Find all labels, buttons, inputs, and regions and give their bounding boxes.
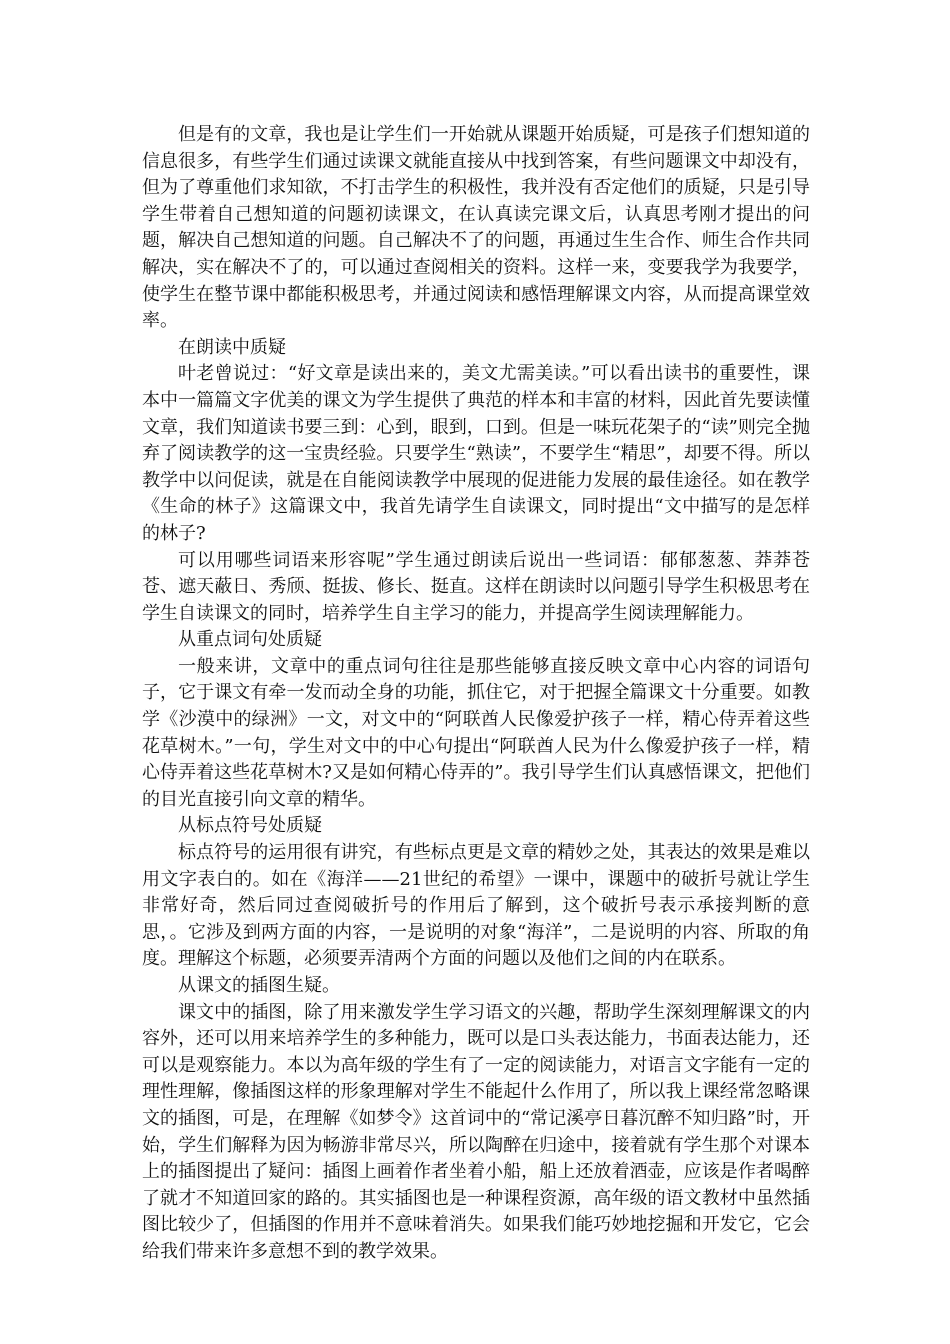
section-heading-reading: 在朗读中质疑	[178, 336, 286, 358]
paragraph-key-words: 一般来讲，文章中的重点词句往往是那些能够直接反映文章中心内容的词语句子，它于课文有牵一发而动全身的功能，抓住它，对于把握全篇课文十分重要。如教学《沙漠中的绿洲》一文，对文中的“阿联酋人民像爱护孩子一样，精心侍弄着这些花草树木。”一句，学生对文中的中心句提出“阿联酋人民为什么像爱护孩子一样，精心侍弄着这些花草树木?又是如何精心侍弄的”。我引导学生们认真感悟课文，把他们的目光直接引向文章的精华。	[142, 655, 810, 810]
section-heading-illustrations: 从课文的插图生疑。	[178, 975, 340, 996]
section-heading-punctuation: 从标点符号处质疑	[178, 815, 322, 837]
paragraph-intro: 但是有的文章，我也是让学生们一开始就从课题开始质疑，可是孩子们想知道的信息很多，有些学生们通过读课文就能直接从中找到答案，有些问题课文中却没有，但为了尊重他们求知欲，不打击学生的积极性，我并没有否定他们的质疑，只是引导学生带着自己想知道的问题初读课文，在认真读完课文后，认真思考刚才提出的问题，解决自己想知道的问题。自己解决不了的问题，再通过生生合作、师生合作共同解决，实在解决不了的，可以通过查阅相关的资料。这样一来，变要我学为我要学，使学生在整节课中都能积极思考，并通过阅读和感悟理解课文内容，从而提高课堂效率。	[142, 124, 810, 332]
paragraph-reading-1: 叶老曾说过：“好文章是读出来的，美文尤需美读。”可以看出读书的重要性，课本中一篇篇文字优美的课文为学生提供了典范的样本和丰富的材料，因此首先要读懂文章，我们知道读书要三到：心到，眼到，口到。但是一味玩花架子的“读”则完全抛弃了阅读教学的这一宝贵经验。只要学生“熟读”，不要学生“精思”，却要不得。所以教学中以问促读，就是在自能阅读教学中展现的促进能力发展的最佳途径。如在教学《生命的林子》这篇课文中，我首先请学生自读课文，同时提出“文中描写的是怎样的林子?	[142, 363, 810, 544]
section-heading-key-words: 从重点词句处质疑	[178, 629, 322, 651]
paragraph-punctuation: 标点符号的运用很有讲究，有些标点更是文章的精妙之处，其表达的效果是难以用文字表白的。如在《海洋——21世纪的希望》一课中，课题中的破折号就让学生非常好奇，然后同过查阅破折号的作用后了解到，这个破折号表示承接判断的意思，。它涉及到两方面的内容，一是说明的对象“海洋”，二是说明的内容、所取的角度。理解这个标题，必须要弄清两个方面的问题以及他们之间的内在联系。	[142, 842, 810, 970]
paragraph-reading-2: 可以用哪些词语来形容呢”学生通过朗读后说出一些词语：郁郁葱葱、莽莽苍苍、遮天蔽日、秀颀、挺拔、修长、挺直。这样在朗读时以问题引导学生积极思考在学生自读课文的同时，培养学生自主学习的能力，并提高学生阅读理解能力。	[142, 549, 810, 624]
paragraph-illustrations: 课文中的插图，除了用来激发学生学习语文的兴趣，帮助学生深刻理解课文的内容外，还可以用来培养学生的多种能力，既可以是口头表达能力，书面表达能力，还可以是观察能力。本以为高年级的学生有了一定的阅读能力，对语言文字能有一定的理性理解，像插图这样的形象理解对学生不能起什么作用了，所以我上课经常忽略课文的插图，可是，在理解《如梦令》这首词中的“常记溪亭日暮沉醉不知归路”时，开始，学生们解释为因为畅游非常尽兴，所以陶醉在归途中，接着就有学生那个对课本上的插图提出了疑问：插图上画着作者坐着小船，船上还放着酒壶，应该是作者喝醉了就才不知道回家的路的。其实插图也是一种课程资源，高年级的语文教材中虽然插图比较少了，但插图的作用并不意味着消失。如果我们能巧妙地挖掘和开发它，它会给我们带来许多意想不到的教学效果。	[142, 1001, 810, 1262]
document-body	[142, 122, 810, 1266]
